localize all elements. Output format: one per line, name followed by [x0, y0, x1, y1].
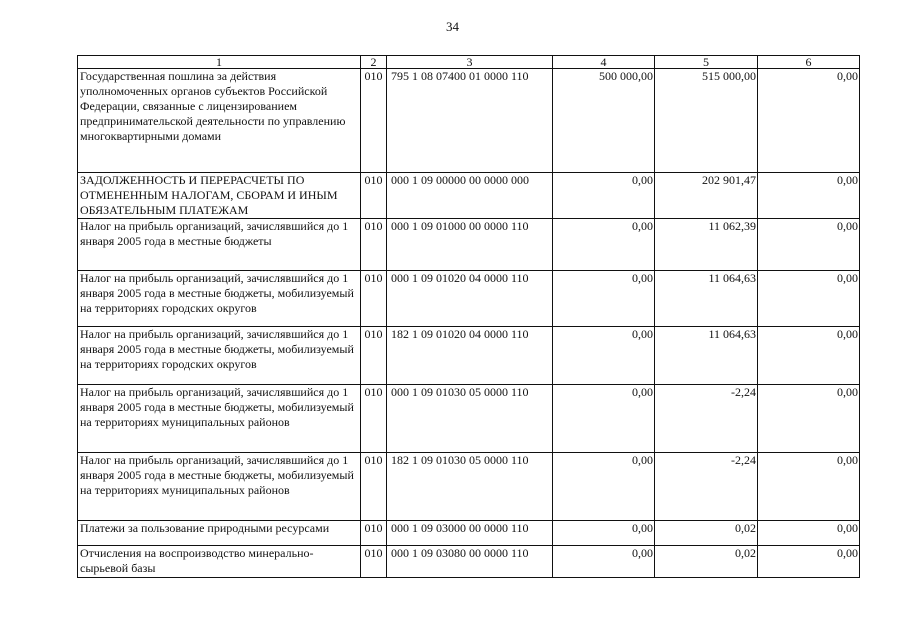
- row-budget-code: 000 1 09 03000 00 0000 110: [387, 521, 553, 546]
- table-row: [78, 69, 860, 173]
- page-number: 34: [446, 19, 459, 34]
- row-col5-value: 11 064,63: [655, 327, 758, 385]
- row-description: Налог на прибыль организаций, зачислявшийся до 1 января 2005 года в местные бюджеты, мобилизуемый на территориях городских округов: [78, 271, 361, 327]
- table-row: [78, 219, 860, 271]
- row-description: ЗАДОЛЖЕННОСТЬ И ПЕРЕРАСЧЕТЫ ПО ОТМЕНЕННЫМ НАЛОГАМ, СБОРАМ И ИНЫМ ОБЯЗАТЕЛЬНЫМ ПЛАТЕЖАМ: [78, 173, 361, 219]
- table-row: [78, 385, 860, 453]
- row-budget-code: 182 1 09 01020 04 0000 110: [387, 327, 553, 385]
- row-description: Платежи за пользование природными ресурсами: [78, 521, 361, 546]
- row-col6-value: 0,00: [758, 173, 860, 219]
- header-cell-4: 4: [553, 56, 655, 69]
- row-description: Налог на прибыль организаций, зачислявшийся до 1 января 2005 года в местные бюджеты, мобилизуемый на территориях городских округов: [78, 327, 361, 385]
- row-col4-value: 0,00: [553, 271, 655, 327]
- row-budget-code: 000 1 09 01020 04 0000 110: [387, 271, 553, 327]
- row-description: Государственная пошлина за действия уполномоченных органов субъектов Российской Федерации, связанные с лицензированием предпринимательской деятельности по управлению многоквартирными домами: [78, 69, 361, 173]
- row-col4-value: 0,00: [553, 327, 655, 385]
- row-col5-value: 11 062,39: [655, 219, 758, 271]
- row-col6-value: 0,00: [758, 453, 860, 521]
- row-description: Отчисления на воспроизводство минерально-сырьевой базы: [78, 546, 361, 578]
- header-cell-6: 6: [758, 56, 860, 69]
- row-col4-value: 500 000,00: [553, 69, 655, 173]
- row-line-code: 010: [361, 173, 387, 219]
- row-col4-value: 0,00: [553, 173, 655, 219]
- row-col6-value: 0,00: [758, 219, 860, 271]
- header-cell-5: 5: [655, 56, 758, 69]
- row-line-code: 010: [361, 271, 387, 327]
- row-line-code: 010: [361, 69, 387, 173]
- row-budget-code: 000 1 09 00000 00 0000 000: [387, 173, 553, 219]
- header-row: [78, 56, 860, 69]
- row-line-code: 010: [361, 546, 387, 578]
- header-cell-2: 2: [361, 56, 387, 69]
- row-budget-code: 000 1 09 01030 05 0000 110: [387, 385, 553, 453]
- row-line-code: 010: [361, 385, 387, 453]
- table-row: [78, 521, 860, 546]
- row-col5-value: 11 064,63: [655, 271, 758, 327]
- row-col6-value: 0,00: [758, 521, 860, 546]
- row-line-code: 010: [361, 453, 387, 521]
- table-row: [78, 271, 860, 327]
- table-row: [78, 453, 860, 521]
- table-row: [78, 546, 860, 578]
- row-col5-value: 0,02: [655, 521, 758, 546]
- row-col4-value: 0,00: [553, 453, 655, 521]
- row-budget-code: 000 1 09 03080 00 0000 110: [387, 546, 553, 578]
- row-col5-value: 515 000,00: [655, 69, 758, 173]
- row-col6-value: 0,00: [758, 69, 860, 173]
- row-col6-value: 0,00: [758, 327, 860, 385]
- row-col6-value: 0,00: [758, 271, 860, 327]
- row-col5-value: -2,24: [655, 453, 758, 521]
- row-description: Налог на прибыль организаций, зачислявшийся до 1 января 2005 года в местные бюджеты: [78, 219, 361, 271]
- row-budget-code: 182 1 09 01030 05 0000 110: [387, 453, 553, 521]
- row-line-code: 010: [361, 521, 387, 546]
- table-row: [78, 173, 860, 219]
- row-col4-value: 0,00: [553, 546, 655, 578]
- row-col5-value: -2,24: [655, 385, 758, 453]
- header-cell-3: 3: [387, 56, 553, 69]
- row-line-code: 010: [361, 327, 387, 385]
- row-col4-value: 0,00: [553, 521, 655, 546]
- row-col6-value: 0,00: [758, 385, 860, 453]
- row-col4-value: 0,00: [553, 385, 655, 453]
- row-budget-code: 795 1 08 07400 01 0000 110: [387, 69, 553, 173]
- header-cell-1: 1: [78, 56, 361, 69]
- row-description: Налог на прибыль организаций, зачислявшийся до 1 января 2005 года в местные бюджеты, мобилизуемый на территориях муниципальных районов: [78, 453, 361, 521]
- row-col5-value: 0,02: [655, 546, 758, 578]
- row-col4-value: 0,00: [553, 219, 655, 271]
- row-budget-code: 000 1 09 01000 00 0000 110: [387, 219, 553, 271]
- table-row: [78, 327, 860, 385]
- revenue-table: [77, 55, 860, 578]
- row-col6-value: 0,00: [758, 546, 860, 578]
- row-line-code: 010: [361, 219, 387, 271]
- row-col5-value: 202 901,47: [655, 173, 758, 219]
- row-description: Налог на прибыль организаций, зачислявшийся до 1 января 2005 года в местные бюджеты, мобилизуемый на территориях муниципальных районов: [78, 385, 361, 453]
